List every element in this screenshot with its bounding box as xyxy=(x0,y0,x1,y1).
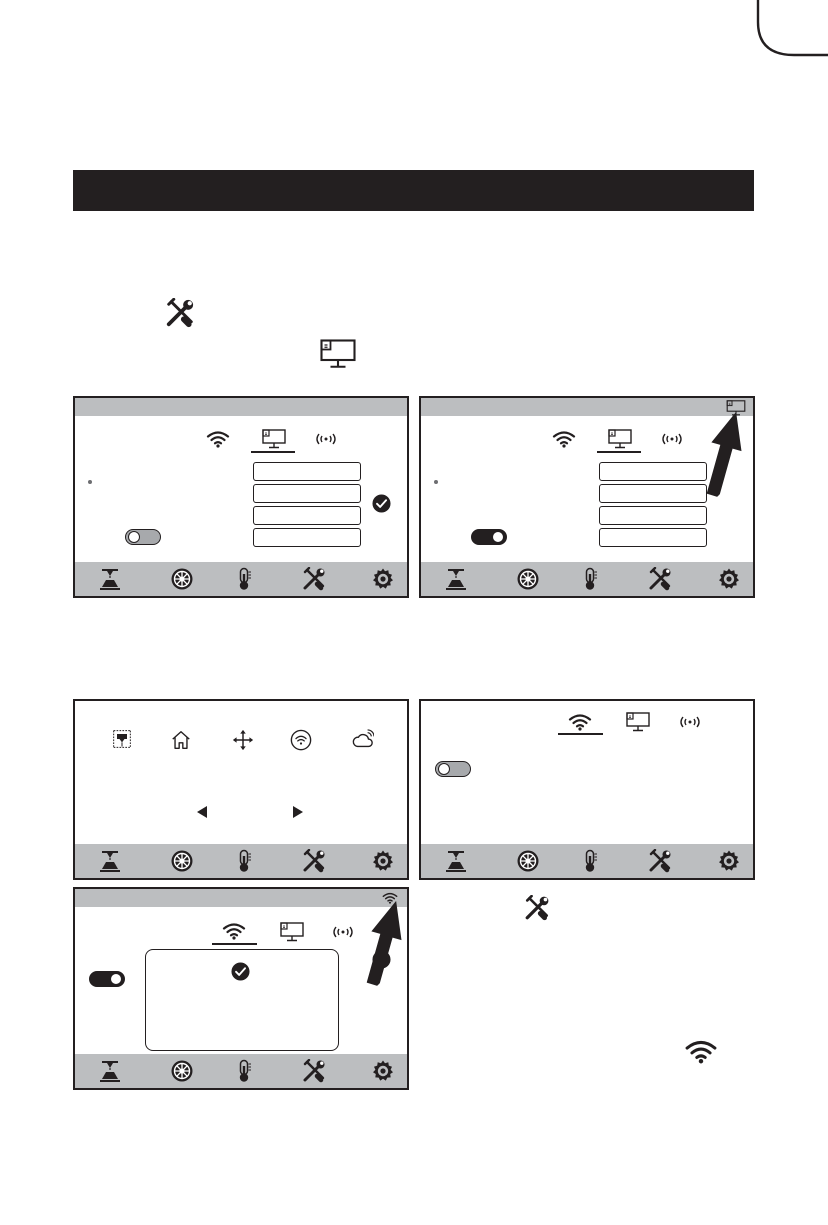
tools-icon[interactable] xyxy=(302,849,326,873)
ip-field[interactable] xyxy=(253,462,361,481)
ethernet-tab-icon[interactable] xyxy=(608,429,632,449)
ethernet-tab-icon[interactable] xyxy=(280,922,304,942)
bottom-nav xyxy=(421,562,753,596)
settings-icon[interactable] xyxy=(717,567,741,591)
screen-tools-menu xyxy=(73,699,409,880)
tools-icon[interactable] xyxy=(302,567,326,591)
wifi-toggle[interactable] xyxy=(89,971,125,987)
pointer-arrow xyxy=(680,408,740,466)
hotspot-tab-icon[interactable] xyxy=(314,432,338,446)
cloud-icon[interactable] xyxy=(352,729,374,751)
screen-wifi-off xyxy=(419,699,755,880)
prev-page-icon[interactable] xyxy=(196,805,208,819)
filament-icon[interactable] xyxy=(170,567,194,591)
confirm-check-icon[interactable] xyxy=(372,494,391,513)
tools-icon[interactable] xyxy=(302,1059,326,1083)
filament-icon[interactable] xyxy=(170,849,194,873)
filament-icon[interactable] xyxy=(516,849,540,873)
move-icon[interactable] xyxy=(232,729,254,751)
wifi-popup xyxy=(145,949,339,1051)
temperature-icon[interactable] xyxy=(578,567,602,591)
filament-icon[interactable] xyxy=(170,1059,194,1083)
bullet-dot xyxy=(434,480,438,484)
ethernet-toggle[interactable] xyxy=(471,529,507,545)
print-icon[interactable] xyxy=(98,567,122,591)
mask-field[interactable] xyxy=(599,484,707,503)
bullet-dot xyxy=(88,480,92,484)
temperature-icon[interactable] xyxy=(578,849,602,873)
wifi-tab-icon[interactable] xyxy=(222,922,246,940)
ethernet-toggle[interactable] xyxy=(125,529,161,545)
settings-icon[interactable] xyxy=(371,849,395,873)
wifi-toggle[interactable] xyxy=(435,761,471,777)
dns-field[interactable] xyxy=(253,528,361,547)
screen-ethernet-off xyxy=(73,396,409,598)
bottom-nav xyxy=(75,1054,407,1088)
active-tab-underline xyxy=(251,451,295,453)
gateway-field[interactable] xyxy=(599,506,707,525)
wifi-settings-icon[interactable] xyxy=(290,729,312,751)
temperature-icon[interactable] xyxy=(232,849,256,873)
next-page-icon[interactable] xyxy=(292,805,304,819)
hotspot-tab-icon[interactable] xyxy=(678,715,702,729)
dns-field[interactable] xyxy=(599,528,707,547)
bottom-nav xyxy=(421,844,753,878)
active-tab-underline xyxy=(597,451,641,453)
print-icon[interactable] xyxy=(444,567,468,591)
wifi-icon xyxy=(684,1039,718,1064)
ethernet-tab-icon[interactable] xyxy=(626,712,650,732)
status-bar xyxy=(75,398,407,416)
home-icon[interactable] xyxy=(170,729,192,751)
print-icon[interactable] xyxy=(98,1059,122,1083)
temperature-icon[interactable] xyxy=(232,567,256,591)
popup-check-icon[interactable] xyxy=(231,962,250,981)
settings-icon[interactable] xyxy=(717,849,741,873)
mask-field[interactable] xyxy=(253,484,361,503)
page-corner-mark xyxy=(752,0,828,62)
wifi-tab-icon[interactable] xyxy=(206,430,230,448)
temperature-icon[interactable] xyxy=(232,1059,256,1083)
wifi-tab-icon[interactable] xyxy=(552,430,576,448)
tools-icon xyxy=(165,298,195,328)
gateway-field[interactable] xyxy=(253,506,361,525)
level-icon[interactable] xyxy=(112,729,132,749)
tools-icon xyxy=(524,895,550,921)
active-tab-underline xyxy=(212,943,257,945)
active-tab-underline xyxy=(558,733,603,735)
print-icon[interactable] xyxy=(98,849,122,873)
tools-icon[interactable] xyxy=(648,849,672,873)
ethernet-tab-icon[interactable] xyxy=(262,429,286,449)
wifi-tab-icon[interactable] xyxy=(568,713,592,731)
settings-icon[interactable] xyxy=(371,567,395,591)
section-title-bar xyxy=(73,170,754,211)
ethernet-icon xyxy=(320,339,356,369)
bottom-nav xyxy=(75,844,407,878)
tools-icon[interactable] xyxy=(648,567,672,591)
settings-icon[interactable] xyxy=(371,1059,395,1083)
filament-icon[interactable] xyxy=(516,567,540,591)
print-icon[interactable] xyxy=(444,849,468,873)
pointer-arrow xyxy=(340,897,400,955)
bottom-nav xyxy=(75,562,407,596)
